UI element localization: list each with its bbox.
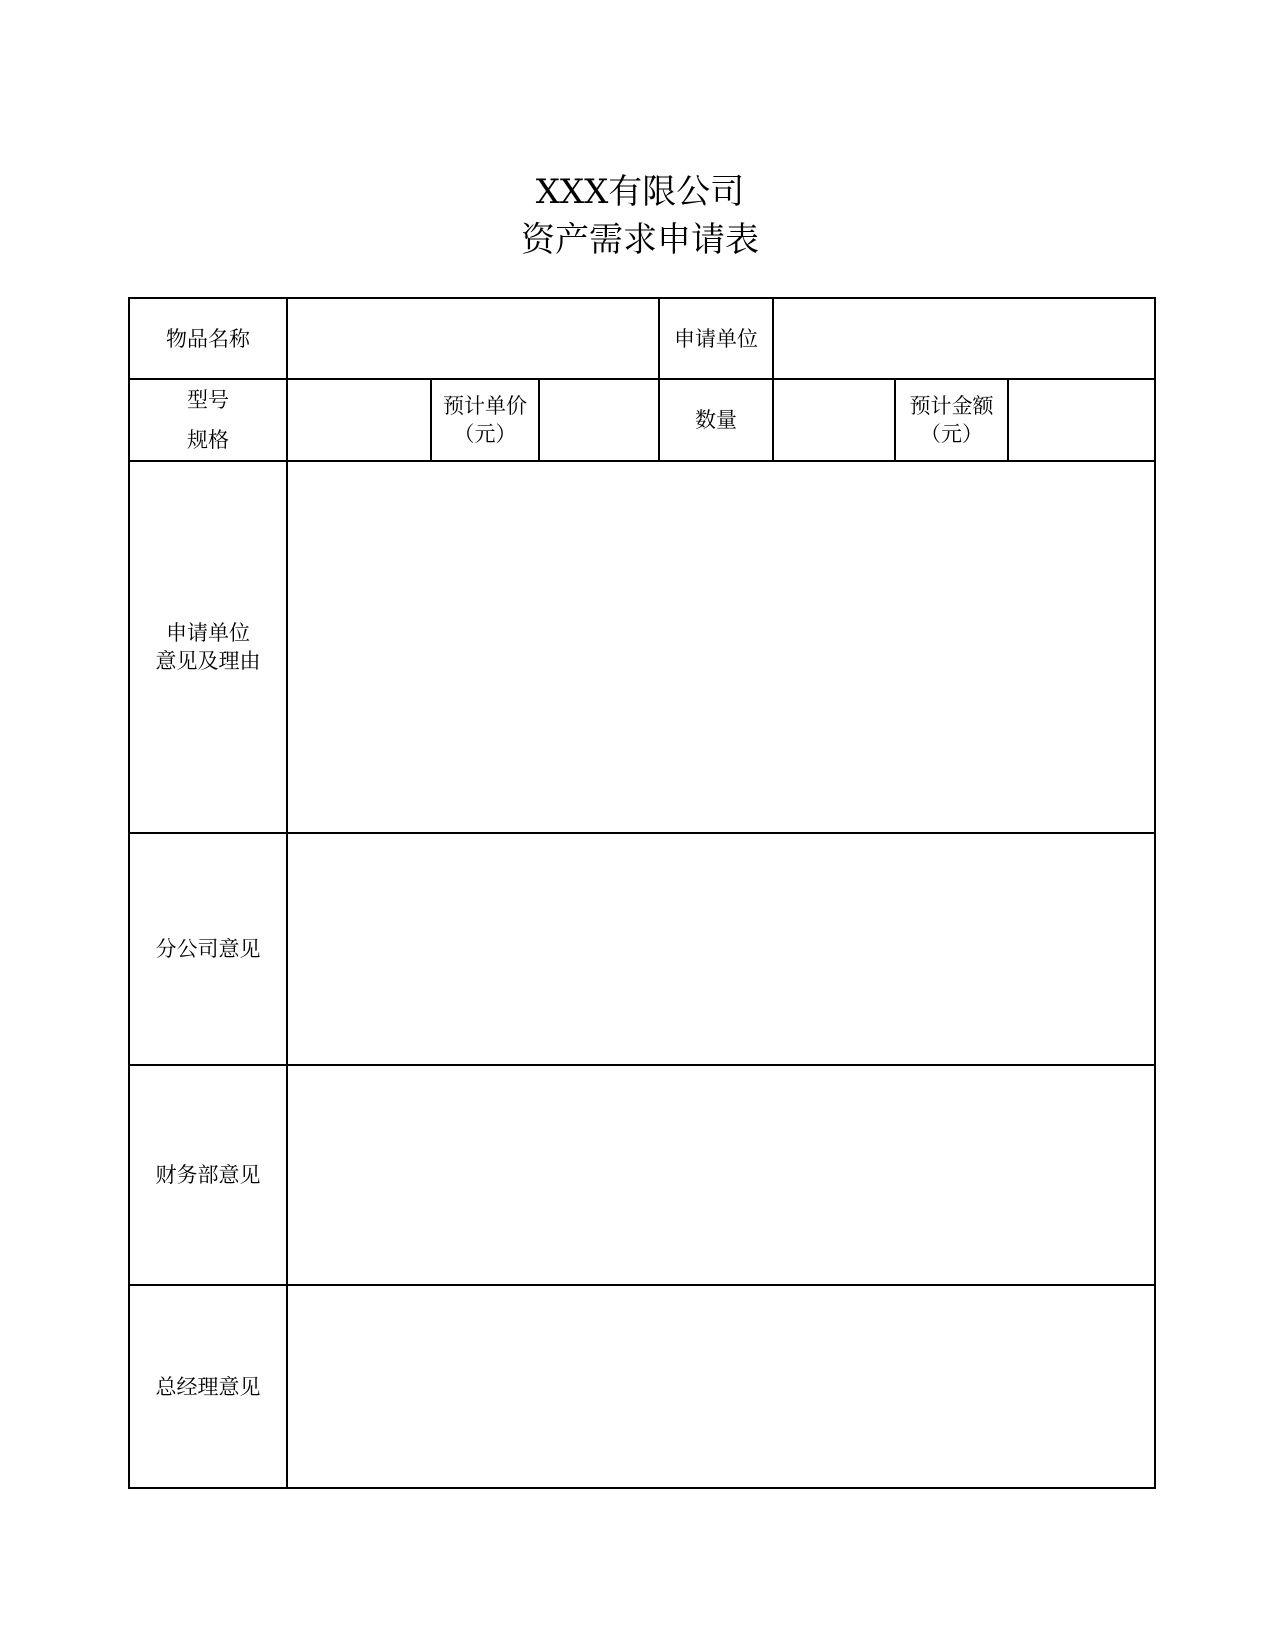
amount-label-text: 预计金额 (909, 394, 994, 418)
unit-price-unit: （元） (453, 422, 517, 446)
finance-opinion-field[interactable] (287, 1065, 1155, 1285)
model-spec-label (129, 379, 287, 461)
reason-field[interactable] (287, 461, 1155, 833)
amount-field[interactable] (1008, 379, 1155, 461)
branch-opinion-field[interactable] (287, 833, 1155, 1065)
unit-price-label (431, 379, 539, 461)
finance-opinion-label: 财务部意见 (129, 1065, 287, 1285)
reason-label-line1: 申请单位 (166, 621, 250, 645)
item-name-field[interactable] (287, 298, 659, 379)
gm-opinion-label: 总经理意见 (129, 1285, 287, 1488)
form-title: 资产需求申请表 (521, 220, 759, 260)
model-label: 型号 (187, 388, 229, 412)
company-name: XXX有限公司 (535, 172, 745, 212)
reason-label (129, 461, 287, 833)
spec-label: 规格 (187, 428, 229, 452)
quantity-field[interactable] (773, 379, 895, 461)
item-name-label: 物品名称 (129, 298, 287, 379)
reason-label-line2: 意见及理由 (155, 649, 261, 673)
model-spec-field[interactable] (287, 379, 431, 461)
gm-opinion-field[interactable] (287, 1285, 1155, 1488)
application-form-table (128, 297, 1156, 1489)
unit-price-field[interactable] (539, 379, 659, 461)
quantity-label: 数量 (659, 379, 773, 461)
amount-unit: （元） (920, 422, 983, 446)
applicant-unit-label: 申请单位 (659, 298, 773, 379)
branch-opinion-label: 分公司意见 (129, 833, 287, 1065)
unit-price-label-text: 预计单价 (443, 394, 527, 418)
amount-label (895, 379, 1008, 461)
applicant-unit-field[interactable] (773, 298, 1155, 379)
